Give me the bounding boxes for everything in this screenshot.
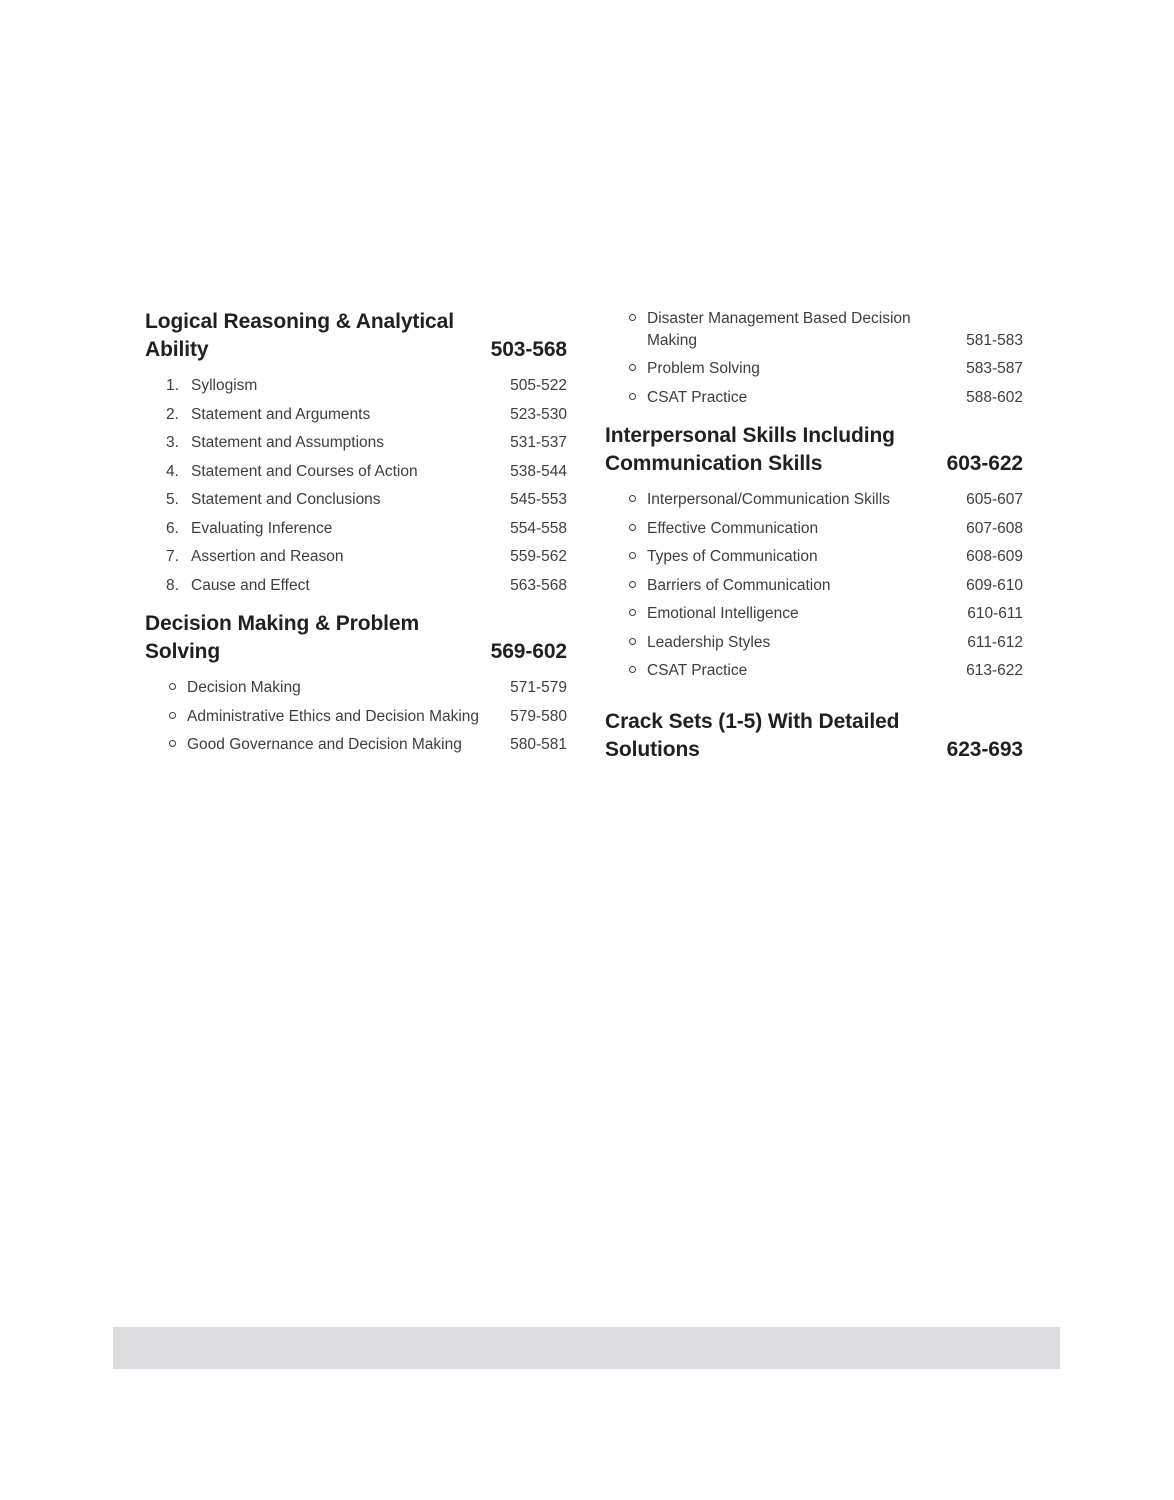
item-label: Evaluating Inference (191, 519, 333, 537)
section-heading (605, 708, 1023, 764)
item-page-range: 610-611 (967, 605, 1023, 622)
item-page-range: 581-583 (966, 331, 1023, 349)
bullet-icon (169, 706, 187, 719)
item-label: CSAT Practice (647, 662, 748, 679)
item-label: Statement and Arguments (191, 405, 371, 423)
chapter-list (145, 375, 567, 596)
toc-item (605, 546, 1023, 568)
section-crack-sets (605, 708, 1023, 764)
item-label: Problem Solving (647, 360, 760, 377)
section-title: Logical Reasoning & Analytical Ability (145, 310, 454, 361)
toc-item (145, 432, 567, 454)
item-page-range: 609-610 (966, 576, 1023, 594)
toc-item (605, 489, 1023, 511)
item-page-range: 559-562 (510, 548, 567, 565)
item-label: Administrative Ethics and Decision Making (187, 707, 480, 725)
item-page-range: 607-608 (966, 519, 1023, 537)
item-label: Statement and Conclusions (191, 491, 381, 508)
topic-list (605, 489, 1023, 682)
toc-item (145, 461, 567, 483)
bullet-icon (629, 358, 647, 371)
item-number: 5. (166, 491, 179, 508)
toc-item (605, 632, 1023, 654)
bullet-icon (629, 308, 647, 321)
item-number: 1. (166, 377, 179, 394)
item-page-range: 579-580 (510, 707, 567, 725)
toc-column-left (145, 308, 567, 763)
bullet-icon (629, 489, 647, 502)
bullet-icon (629, 660, 647, 673)
item-page-range: 554-558 (510, 519, 567, 537)
bullet-icon (629, 575, 647, 588)
bullet-icon (169, 734, 187, 747)
item-label: Interpersonal/Communication Skills (647, 491, 890, 508)
toc-item (145, 404, 567, 426)
item-page-range: 608-609 (966, 548, 1023, 565)
item-page-range: 523-530 (510, 405, 567, 423)
topic-list (145, 677, 567, 756)
item-label: Assertion and Reason (191, 548, 344, 565)
section-title: Decision Making & Problem Solving (145, 612, 420, 663)
item-label: Statement and Assumptions (191, 434, 385, 451)
toc-item (145, 575, 567, 597)
item-label: Cause and Effect (191, 576, 310, 594)
item-label: Disaster Management Based Decision Making (647, 310, 911, 349)
bullet-icon (629, 603, 647, 616)
bullet-icon (629, 518, 647, 531)
item-number: 7. (166, 548, 179, 565)
bullet-icon (629, 546, 647, 559)
bullet-icon (629, 632, 647, 645)
item-page-range: 505-522 (510, 377, 567, 394)
section-interpersonal-skills (605, 422, 1023, 682)
item-label: Types of Communication (647, 548, 818, 565)
item-label: Emotional Intelligence (647, 605, 799, 622)
toc-item (145, 546, 567, 568)
section-decision-making (145, 610, 567, 756)
item-number: 8. (166, 576, 179, 594)
item-label: Statement and Courses of Action (191, 462, 418, 480)
section-page-range: 569-602 (490, 640, 567, 663)
toc-item (145, 734, 567, 756)
section-heading (145, 610, 567, 666)
item-number: 3. (166, 434, 179, 451)
toc-item (145, 375, 567, 397)
section-heading (145, 308, 567, 364)
item-page-range: 580-581 (510, 736, 567, 753)
item-page-range: 605-607 (966, 491, 1023, 508)
section-logical-reasoning (145, 308, 567, 596)
item-label: Syllogism (191, 377, 258, 394)
item-number: 2. (166, 405, 179, 423)
toc-item (605, 660, 1023, 682)
item-page-range: 588-602 (966, 388, 1023, 406)
section-decision-making-continued (605, 308, 1023, 408)
item-label: Barriers of Communication (647, 576, 831, 594)
item-label: Decision Making (187, 679, 301, 696)
topic-list (605, 308, 1023, 408)
item-page-range: 613-622 (966, 662, 1023, 679)
bullet-icon (169, 677, 187, 690)
item-label: Good Governance and Decision Making (187, 736, 462, 753)
toc-item (145, 677, 567, 699)
item-label: CSAT Practice (647, 388, 748, 406)
item-number: 4. (166, 462, 179, 480)
toc-item (605, 308, 1023, 351)
section-title: Crack Sets (1-5) With Detailed Solutions (605, 709, 900, 761)
toc-item (145, 706, 567, 728)
section-page-range: 603-622 (946, 452, 1023, 475)
footer-bar (113, 1327, 1060, 1369)
item-page-range: 531-537 (510, 434, 567, 451)
section-page-range: 503-568 (490, 338, 567, 361)
item-label: Effective Communication (647, 519, 819, 537)
item-page-range: 545-553 (510, 491, 567, 508)
toc-item (605, 358, 1023, 380)
section-heading (605, 422, 1023, 478)
section-page-range: 623-693 (946, 737, 1023, 761)
toc-item (605, 603, 1023, 625)
item-page-range: 611-612 (967, 633, 1023, 651)
toc-item (145, 518, 567, 540)
toc-item (605, 575, 1023, 597)
toc-item (605, 518, 1023, 540)
item-page-range: 571-579 (510, 679, 567, 696)
bullet-icon (629, 387, 647, 400)
item-number: 6. (166, 519, 179, 537)
toc-item (145, 489, 567, 511)
item-label: Leadership Styles (647, 633, 771, 651)
item-page-range: 563-568 (510, 576, 567, 594)
item-page-range: 538-544 (510, 462, 567, 480)
item-page-range: 583-587 (966, 360, 1023, 377)
section-title: Interpersonal Skills Including Communication Skills (605, 424, 895, 475)
toc-item (605, 387, 1023, 409)
toc-column-right (605, 308, 1023, 764)
